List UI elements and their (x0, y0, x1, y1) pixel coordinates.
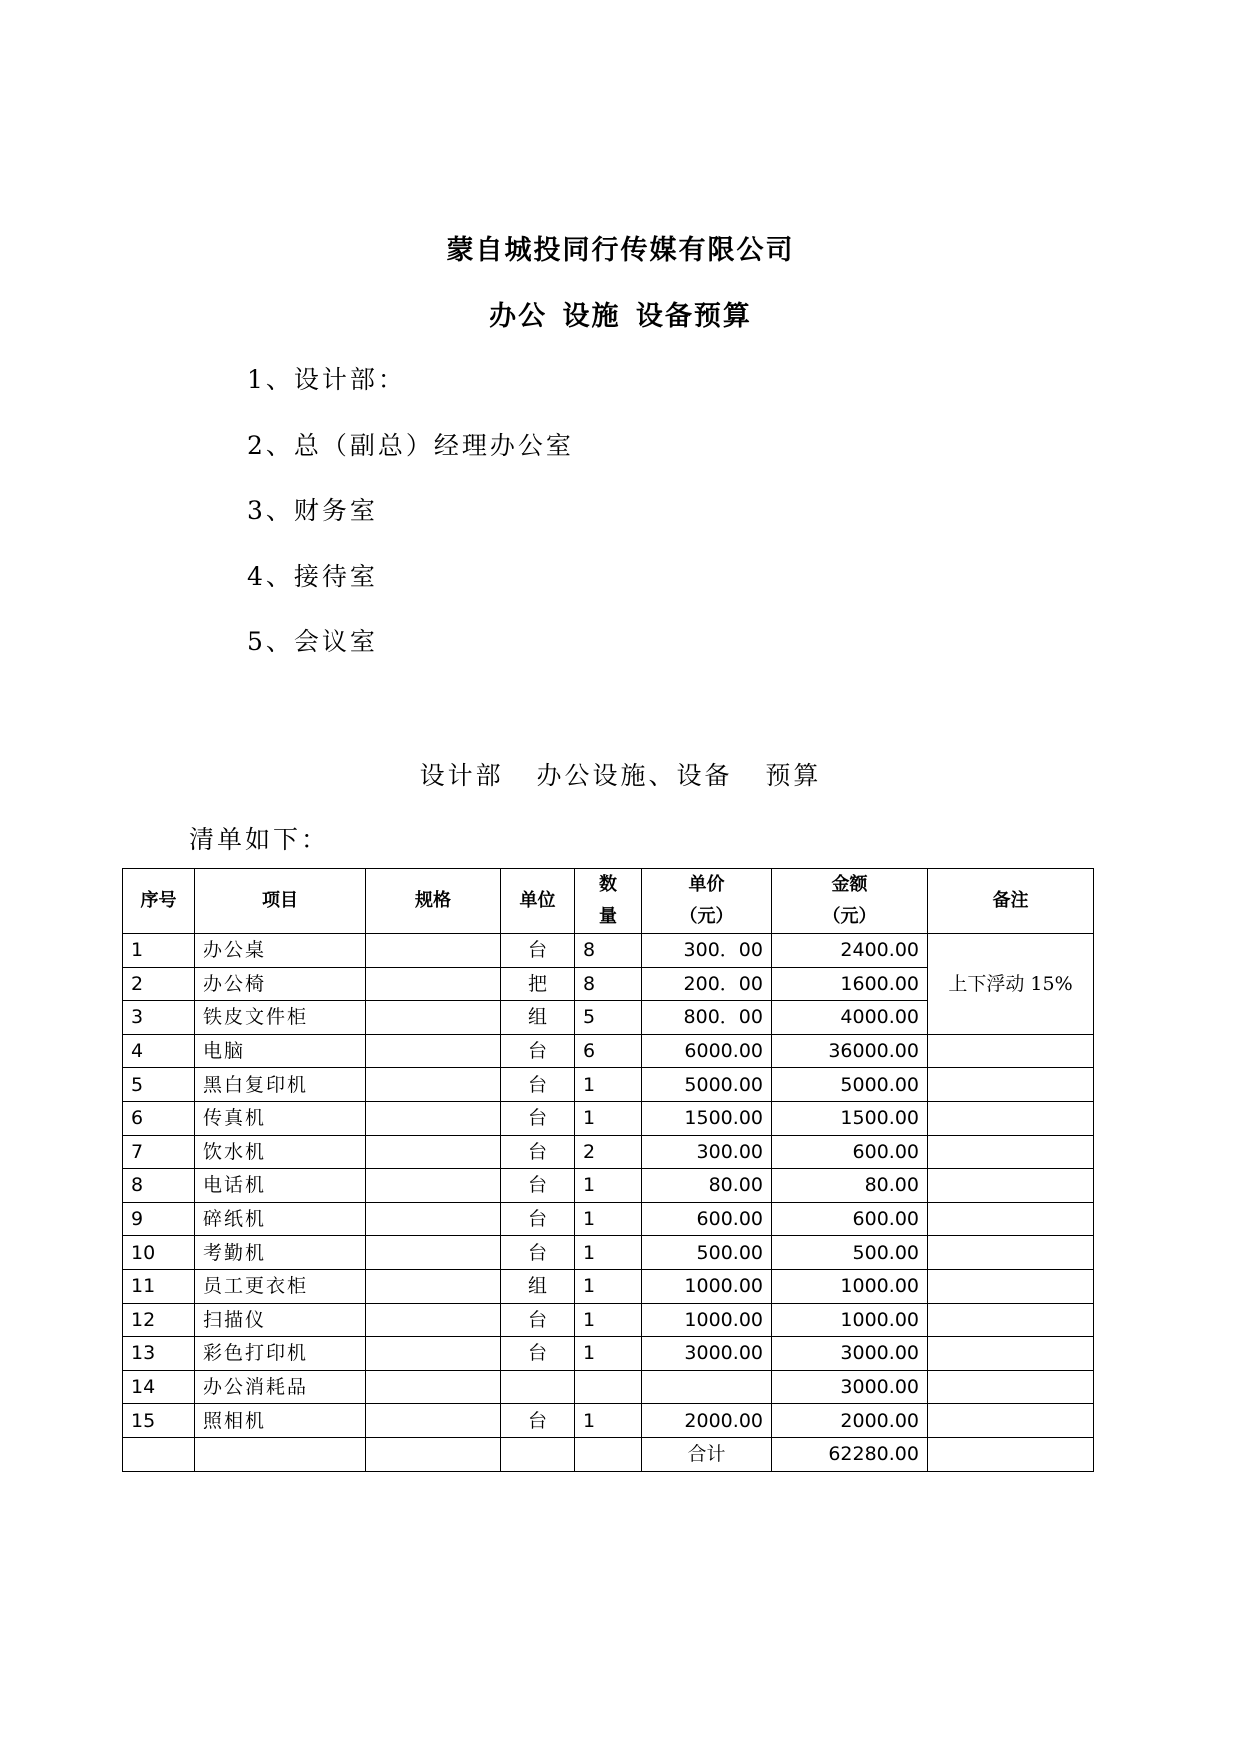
cell-note (928, 1101, 1094, 1135)
total-amount: 62280.00 (772, 1437, 928, 1471)
cell-no: 8 (123, 1169, 195, 1203)
cell-item: 办公消耗品 (195, 1370, 366, 1404)
header-qty (575, 869, 642, 934)
cell-item: 电脑 (195, 1034, 366, 1068)
cell-qty: 2 (575, 1135, 642, 1169)
cell-item: 考勤机 (195, 1236, 366, 1270)
header-price-line2: （元） (679, 906, 734, 927)
cell-item: 员工更衣柜 (195, 1269, 366, 1303)
cell-item: 饮水机 (195, 1135, 366, 1169)
cell-unit: 台 (501, 1135, 575, 1169)
cell-note (928, 1404, 1094, 1438)
table-row (123, 1068, 1094, 1102)
cell-qty: 1 (575, 1303, 642, 1337)
cell-qty: 8 (575, 967, 642, 1001)
cell-no: 9 (123, 1202, 195, 1236)
cell-price: 800．00 (642, 1001, 772, 1035)
cell-spec (366, 1001, 501, 1035)
cell-empty (366, 1437, 501, 1471)
cell-amount: 3000.00 (772, 1370, 928, 1404)
list-intro: 清单如下： (189, 825, 330, 854)
table-row (123, 1303, 1094, 1337)
cell-amount: 1000.00 (772, 1269, 928, 1303)
cell-unit: 组 (501, 1269, 575, 1303)
cell-spec (366, 1135, 501, 1169)
cell-empty (501, 1437, 575, 1471)
header-qty-line1: 数 (599, 874, 617, 895)
cell-spec (366, 1202, 501, 1236)
cell-empty (123, 1437, 195, 1471)
header-amount-line2: （元） (822, 906, 877, 927)
table-row (123, 1337, 1094, 1371)
cell-qty: 1 (575, 1202, 642, 1236)
cell-amount: 2000.00 (772, 1404, 928, 1438)
cell-price: 300.00 (642, 1135, 772, 1169)
company-title: 蒙自城投同行传媒有限公司 (446, 235, 795, 266)
cell-note (928, 1303, 1094, 1337)
cell-item: 铁皮文件柜 (195, 1001, 366, 1035)
table-row (123, 1135, 1094, 1169)
header-unit: 单位 (501, 869, 575, 934)
cell-unit: 台 (501, 1236, 575, 1270)
cell-item: 碎纸机 (195, 1202, 366, 1236)
cell-price: 2000.00 (642, 1404, 772, 1438)
cell-qty: 8 (575, 934, 642, 968)
cell-amount: 500.00 (772, 1236, 928, 1270)
cell-price: 600.00 (642, 1202, 772, 1236)
section-item: 5、会议室 (247, 627, 378, 656)
header-no: 序号 (123, 869, 195, 934)
cell-qty: 1 (575, 1404, 642, 1438)
cell-qty: 6 (575, 1034, 642, 1068)
cell-amount: 600.00 (772, 1135, 928, 1169)
cell-item: 黑白复印机 (195, 1068, 366, 1102)
cell-unit: 台 (501, 1101, 575, 1135)
cell-amount: 1600.00 (772, 967, 928, 1001)
cell-amount: 2400.00 (772, 934, 928, 968)
cell-no: 7 (123, 1135, 195, 1169)
document-subtitle: 办公 设施 设备预算 (489, 301, 752, 332)
cell-qty (575, 1370, 642, 1404)
cell-no: 6 (123, 1101, 195, 1135)
table-body (123, 934, 1094, 1472)
section-list (247, 362, 574, 690)
header-amount (772, 869, 928, 934)
header-spec: 规格 (366, 869, 501, 934)
cell-price: 300．00 (642, 934, 772, 968)
cell-spec (366, 1370, 501, 1404)
cell-note (928, 1135, 1094, 1169)
cell-note (928, 1034, 1094, 1068)
cell-item: 彩色打印机 (195, 1337, 366, 1371)
cell-price: 1000.00 (642, 1303, 772, 1337)
cell-price: 80.00 (642, 1169, 772, 1203)
cell-note (928, 1068, 1094, 1102)
cell-no: 1 (123, 934, 195, 968)
cell-unit: 台 (501, 1034, 575, 1068)
cell-note (928, 1370, 1094, 1404)
cell-price: 5000.00 (642, 1068, 772, 1102)
table-row (123, 934, 1094, 968)
section-item: 4、接待室 (247, 561, 378, 591)
table-row (123, 1269, 1094, 1303)
table-row (123, 1101, 1094, 1135)
cell-qty: 1 (575, 1236, 642, 1270)
cell-spec (366, 1303, 501, 1337)
cell-item: 办公桌 (195, 934, 366, 968)
cell-note-merged: 上下浮动 15% (928, 934, 1094, 1035)
cell-spec (366, 934, 501, 968)
cell-qty: 1 (575, 1337, 642, 1371)
cell-spec (366, 967, 501, 1001)
cell-spec (366, 1269, 501, 1303)
table-row (123, 1404, 1094, 1438)
cell-price (642, 1370, 772, 1404)
cell-note (928, 1269, 1094, 1303)
cell-no: 4 (123, 1034, 195, 1068)
cell-amount: 1000.00 (772, 1303, 928, 1337)
header-qty-line2: 量 (599, 906, 617, 927)
cell-note (928, 1169, 1094, 1203)
table-row (123, 1034, 1094, 1068)
header-price-line1: 单价 (688, 874, 725, 895)
cell-unit: 台 (501, 1303, 575, 1337)
cell-unit: 台 (501, 1169, 575, 1203)
cell-no: 15 (123, 1404, 195, 1438)
cell-note (928, 1236, 1094, 1270)
cell-no: 10 (123, 1236, 195, 1270)
cell-no: 5 (123, 1068, 195, 1102)
cell-item: 照相机 (195, 1404, 366, 1438)
cell-spec (366, 1068, 501, 1102)
cell-price: 200．00 (642, 967, 772, 1001)
cell-amount: 4000.00 (772, 1001, 928, 1035)
cell-price: 1500.00 (642, 1101, 772, 1135)
cell-no: 14 (123, 1370, 195, 1404)
cell-price: 6000.00 (642, 1034, 772, 1068)
cell-spec (366, 1101, 501, 1135)
cell-spec (366, 1236, 501, 1270)
cell-no: 2 (123, 967, 195, 1001)
table-total-row (123, 1437, 1094, 1471)
cell-no: 11 (123, 1269, 195, 1303)
cell-qty: 1 (575, 1101, 642, 1135)
cell-spec (366, 1337, 501, 1371)
table-header-row (123, 869, 1094, 934)
cell-amount: 80.00 (772, 1169, 928, 1203)
cell-unit (501, 1370, 575, 1404)
cell-amount: 3000.00 (772, 1337, 928, 1371)
header-price (642, 869, 772, 934)
section-item: 3、财务室 (247, 496, 378, 525)
cell-qty: 1 (575, 1269, 642, 1303)
table-row (123, 1370, 1094, 1404)
cell-price: 3000.00 (642, 1337, 772, 1371)
cell-empty (195, 1437, 366, 1471)
table-row (123, 1202, 1094, 1236)
cell-note (928, 1437, 1094, 1471)
cell-unit: 台 (501, 1404, 575, 1438)
cell-spec (366, 1034, 501, 1068)
cell-item: 办公椅 (195, 967, 366, 1001)
cell-spec (366, 1169, 501, 1203)
cell-spec (366, 1404, 501, 1438)
cell-no: 3 (123, 1001, 195, 1035)
cell-item: 电话机 (195, 1169, 366, 1203)
cell-amount: 600.00 (772, 1202, 928, 1236)
cell-empty (575, 1437, 642, 1471)
cell-no: 12 (123, 1303, 195, 1337)
cell-unit: 台 (501, 934, 575, 968)
cell-item: 扫描仪 (195, 1303, 366, 1337)
table-row (123, 1169, 1094, 1203)
cell-price: 1000.00 (642, 1269, 772, 1303)
total-label: 合计 (642, 1437, 772, 1471)
header-item: 项目 (195, 869, 366, 934)
cell-unit: 台 (501, 1337, 575, 1371)
section-item: 1、设计部： (247, 365, 406, 394)
cell-amount: 36000.00 (772, 1034, 928, 1068)
cell-qty: 5 (575, 1001, 642, 1035)
budget-table (122, 868, 1094, 1472)
cell-amount: 5000.00 (772, 1068, 928, 1102)
cell-unit: 把 (501, 967, 575, 1001)
header-note: 备注 (928, 869, 1094, 934)
header-amount-line1: 金额 (831, 874, 868, 895)
table-row (123, 1236, 1094, 1270)
cell-price: 500.00 (642, 1236, 772, 1270)
cell-note (928, 1337, 1094, 1371)
cell-note (928, 1202, 1094, 1236)
cell-unit: 组 (501, 1001, 575, 1035)
cell-item: 传真机 (195, 1101, 366, 1135)
section-item: 2、总（副总）经理办公室 (247, 430, 574, 460)
cell-no: 13 (123, 1337, 195, 1371)
cell-amount: 1500.00 (772, 1101, 928, 1135)
cell-qty: 1 (575, 1169, 642, 1203)
cell-unit: 台 (501, 1202, 575, 1236)
budget-heading: 设计部 办公设施、设备 预算 (419, 761, 822, 790)
cell-unit: 台 (501, 1068, 575, 1102)
cell-qty: 1 (575, 1068, 642, 1102)
